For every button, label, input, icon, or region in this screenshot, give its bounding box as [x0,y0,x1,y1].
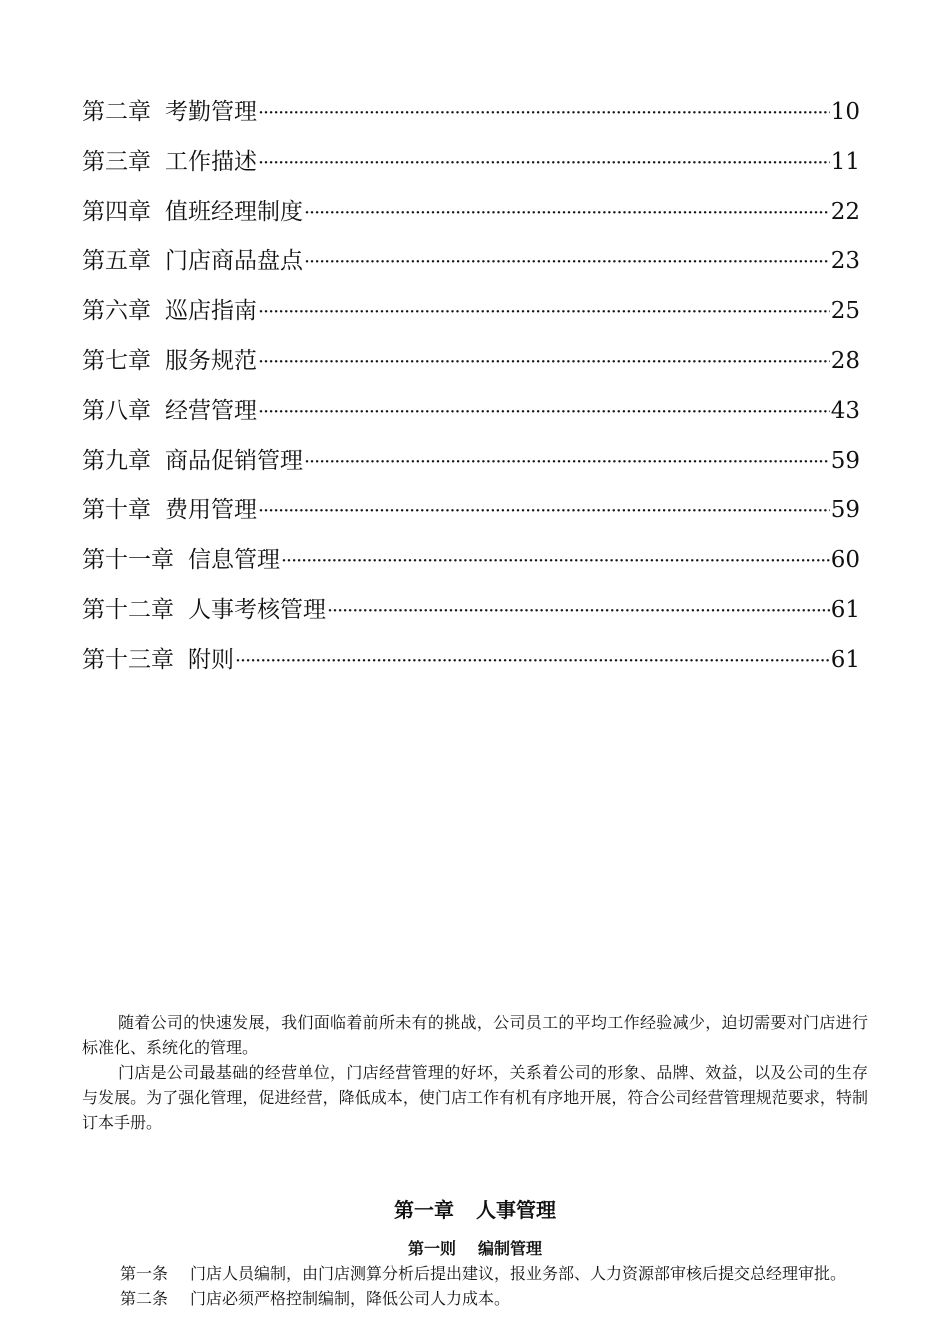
toc-chapter-number: 第五章 [82,248,151,275]
toc-entry[interactable] [82,143,860,193]
chapter-heading [0,1194,950,1223]
toc-chapter-title: 门店商品盘点 [165,248,303,275]
toc-page-number: 59 [830,497,860,524]
toc-chapter-title: 附则 [188,646,234,673]
toc-chapter-title: 人事考核管理 [188,596,326,623]
toc-entry[interactable] [82,491,860,541]
toc-chapter-title: 巡店指南 [165,298,257,325]
toc-chapter-number: 第六章 [82,298,151,325]
article-label: 第二条 [120,1289,169,1308]
toc-chapter-number: 第十一章 [82,547,174,574]
article-text: 门店必须严格控制编制，降低公司人力成本。 [190,1289,511,1308]
toc-entry[interactable] [82,442,860,492]
toc-chapter-number: 第十三章 [82,646,174,673]
toc-page-number: 60 [830,547,860,574]
toc-chapter-number: 第九章 [82,447,151,474]
toc-page-number: 61 [830,646,860,673]
article [82,1261,868,1286]
section-heading [0,1236,950,1259]
toc-dot-leader [258,351,830,373]
table-of-contents [82,93,860,691]
toc-entry[interactable] [82,392,860,442]
toc-entry[interactable] [82,591,860,641]
intro-text [82,1010,868,1135]
article [82,1286,868,1311]
intro-paragraph: 随着公司的快速发展，我们面临着前所未有的挑战，公司员工的平均工作经验减少，迫切需要对门店进行标准化、系统化的管理。 [82,1013,868,1057]
toc-entry[interactable] [82,541,860,591]
toc-page-number: 22 [830,198,860,225]
toc-entry[interactable] [82,292,860,342]
toc-chapter-number: 第十章 [82,497,151,524]
toc-page-number: 25 [830,298,860,325]
section-title: 编制管理 [478,1239,543,1258]
article-label: 第一条 [120,1264,169,1283]
toc-dot-leader [258,301,830,323]
toc-dot-leader [304,202,830,224]
intro-paragraph: 门店是公司最基础的经营单位，门店经营管理的好坏，关系着公司的形象、品牌、效益，以及公司的生存与发展。为了强化管理，促进经营，降低成本，使门店工作有机有序地开展，符合公司经营管理规范要求，特制订本手册。 [82,1063,868,1132]
toc-chapter-number: 第八章 [82,397,151,424]
toc-chapter-number: 第十二章 [82,596,174,623]
toc-dot-leader [235,650,830,672]
toc-dot-leader [258,500,830,522]
toc-page-number: 10 [830,99,860,125]
toc-page-number: 59 [830,447,860,474]
toc-entry[interactable] [82,93,860,143]
toc-page-number: 43 [830,397,860,424]
toc-entry[interactable] [82,193,860,243]
toc-dot-leader [304,451,830,473]
toc-dot-leader [281,550,830,572]
chapter-number: 第一章 [394,1198,454,1222]
toc-chapter-number: 第二章 [82,99,151,125]
toc-page-number: 28 [830,347,860,374]
toc-page-number: 61 [830,596,860,623]
article-text: 门店人员编制，由门店测算分析后提出建议，报业务部、人力资源部审核后提交总经理审批。 [190,1264,847,1283]
toc-chapter-title: 工作描述 [165,148,257,175]
article-list [82,1261,868,1311]
toc-chapter-title: 信息管理 [188,547,280,574]
toc-chapter-number: 第七章 [82,347,151,374]
section-number: 第一则 [407,1239,456,1258]
toc-chapter-number: 第三章 [82,148,151,175]
toc-entry[interactable] [82,641,860,691]
toc-chapter-title: 费用管理 [165,497,257,524]
toc-dot-leader [258,102,830,124]
toc-chapter-number: 第四章 [82,198,151,225]
toc-dot-leader [327,600,830,622]
toc-page-number: 11 [830,148,860,175]
toc-chapter-title: 值班经理制度 [165,198,303,225]
toc-entry[interactable] [82,342,860,392]
toc-chapter-title: 商品促销管理 [165,447,303,474]
toc-dot-leader [304,251,830,273]
toc-entry[interactable] [82,242,860,292]
toc-chapter-title: 考勤管理 [165,99,257,125]
toc-dot-leader [258,401,830,423]
chapter-title: 人事管理 [476,1198,556,1222]
toc-chapter-title: 经营管理 [165,397,257,424]
toc-dot-leader [258,152,830,174]
toc-page-number: 23 [830,248,860,275]
toc-chapter-title: 服务规范 [165,347,257,374]
